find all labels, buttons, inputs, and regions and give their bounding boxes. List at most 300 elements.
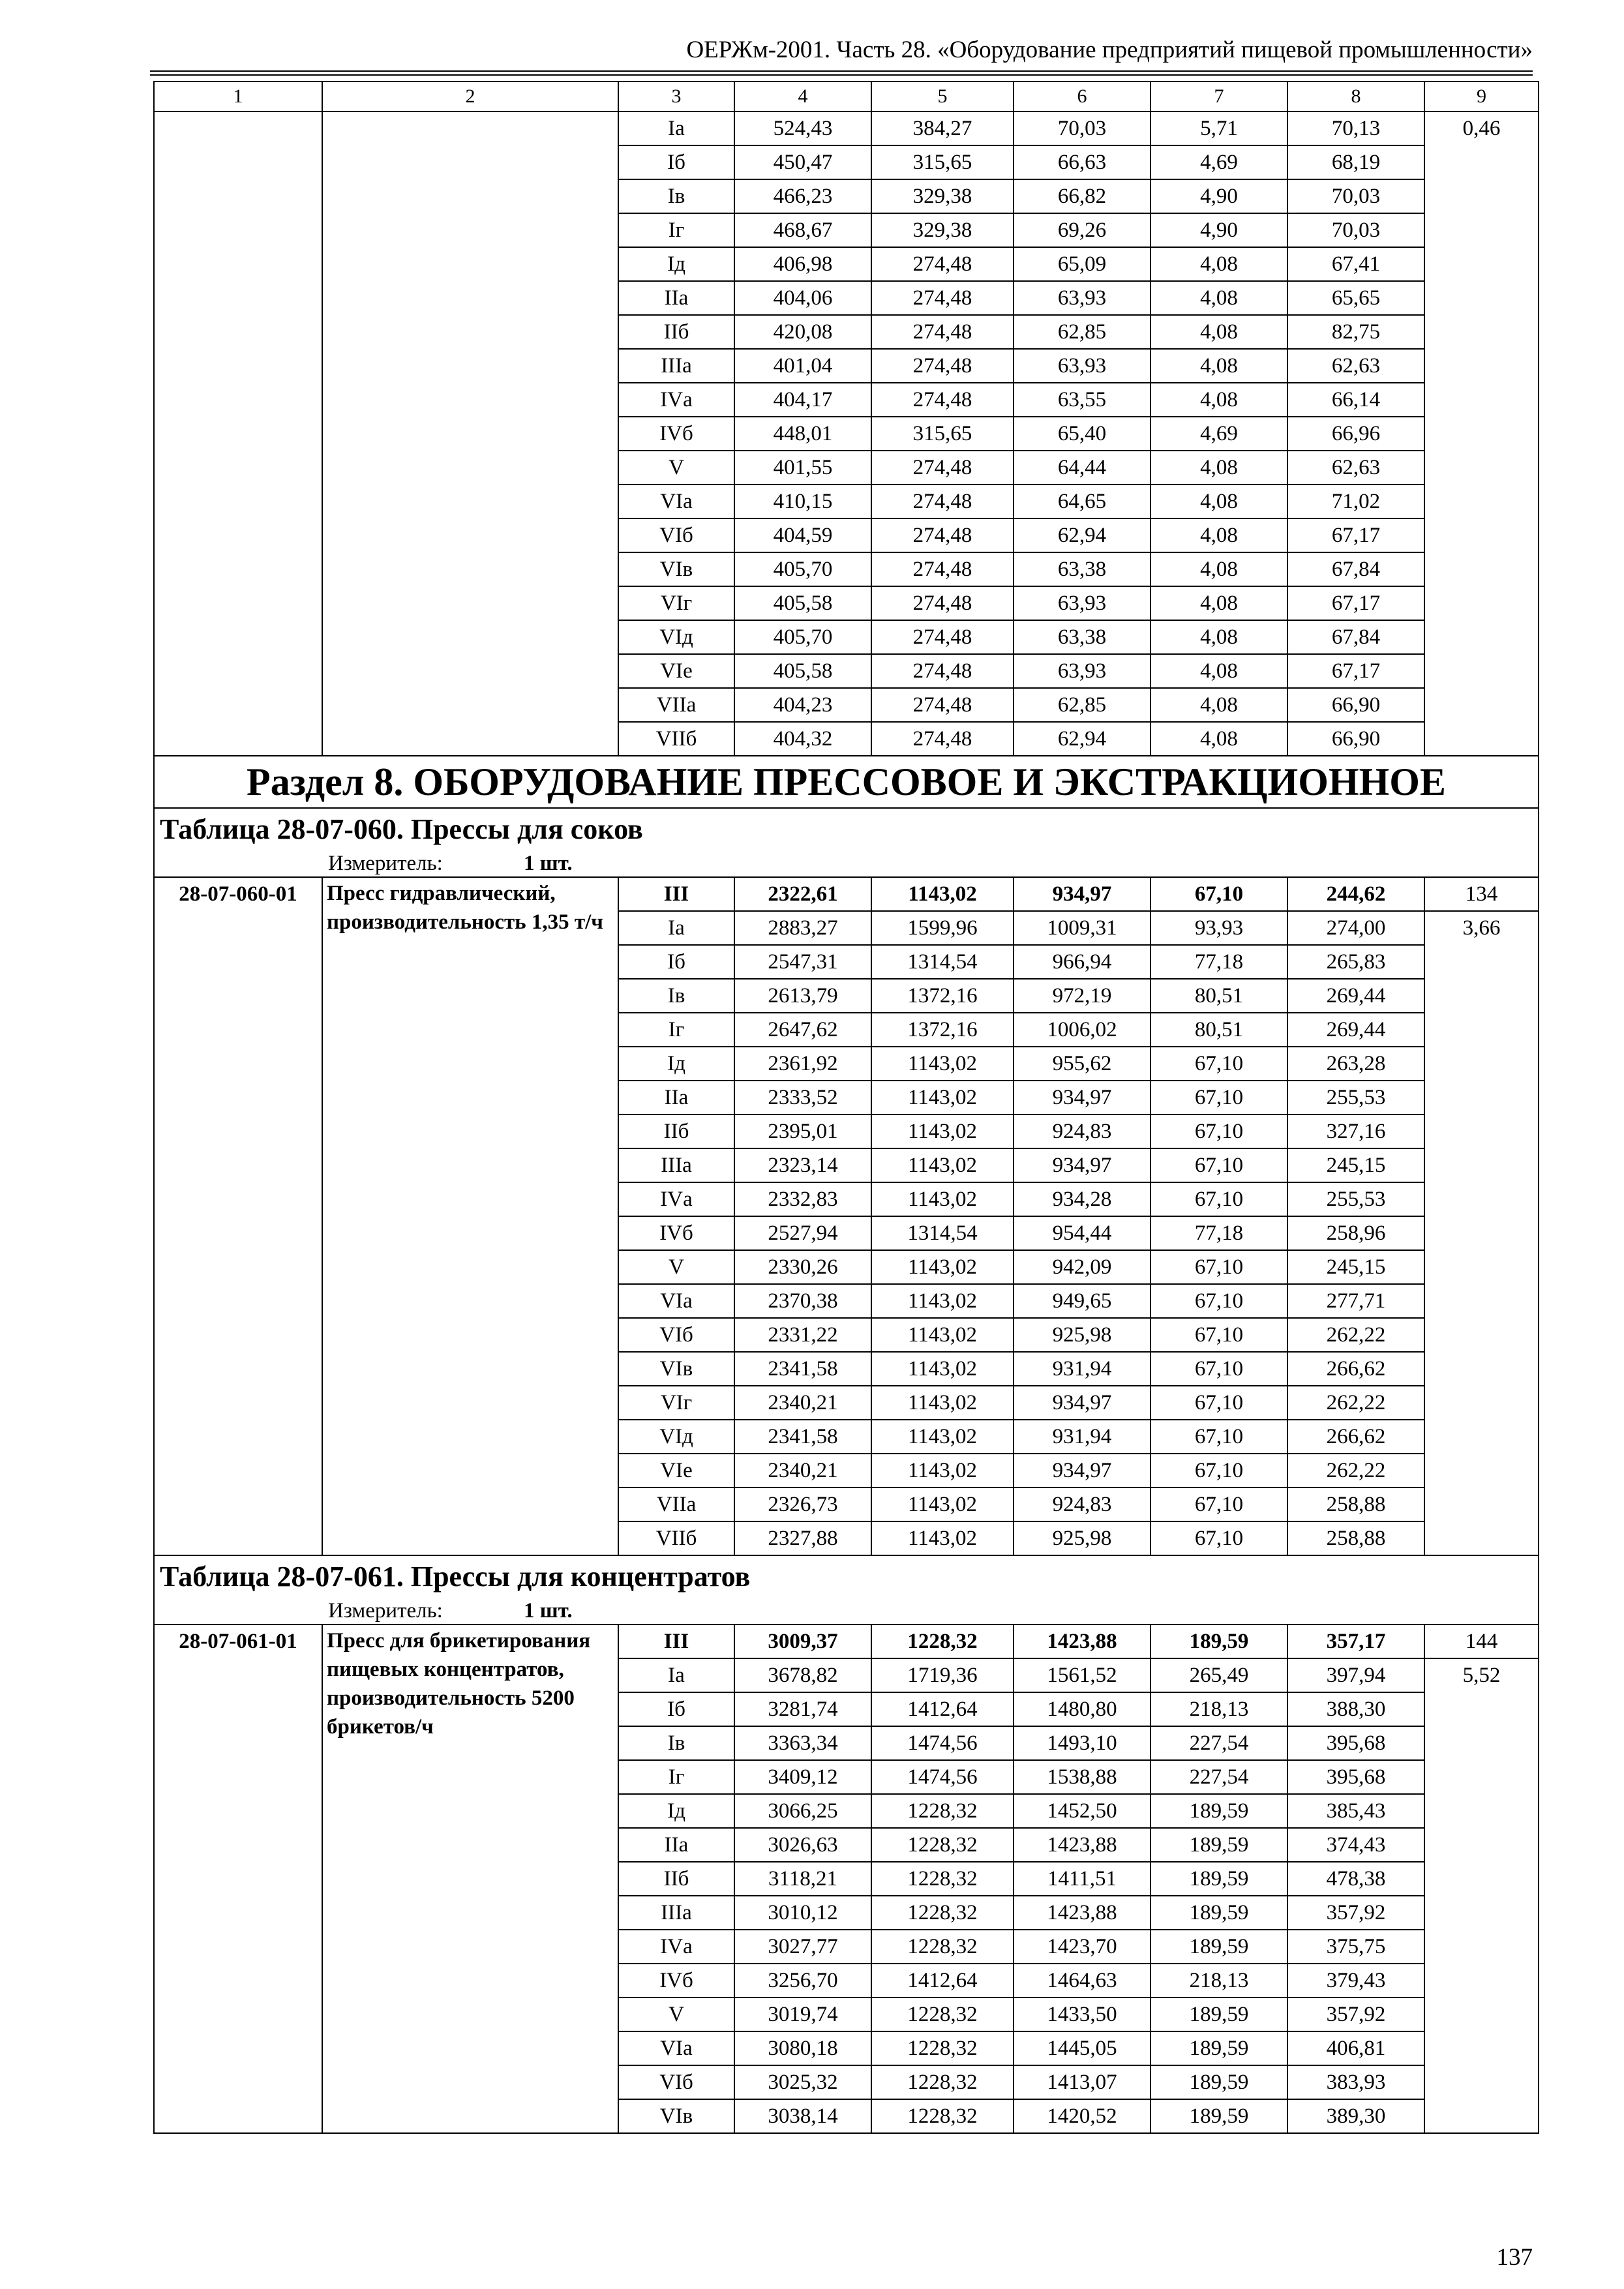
value-cell: 189,59 (1150, 2099, 1287, 2133)
value-cell: 1143,02 (871, 1420, 1014, 1454)
zone-cell: IVа (618, 383, 734, 417)
value-cell: 405,70 (734, 552, 871, 586)
value-cell: 3281,74 (734, 1692, 871, 1726)
zone-cell: V (618, 1997, 734, 2031)
value-cell: 67,84 (1287, 552, 1424, 586)
value-cell: 2333,52 (734, 1081, 871, 1115)
value-cell: 410,15 (734, 485, 871, 518)
value-cell: 524,43 (734, 112, 871, 145)
value-cell: 2341,58 (734, 1420, 871, 1454)
value-cell: 1143,02 (871, 1521, 1014, 1555)
value-cell: 67,10 (1150, 1420, 1287, 1454)
value-cell: 227,54 (1150, 1760, 1287, 1794)
value-cell: 1143,02 (871, 1047, 1014, 1081)
value-cell: 274,48 (871, 451, 1014, 485)
value-cell: 1411,51 (1014, 1862, 1150, 1896)
value-cell: 1228,32 (871, 1624, 1014, 1658)
value-cell: 966,94 (1014, 945, 1150, 979)
value-cell: 67,84 (1287, 620, 1424, 654)
value-cell: 70,03 (1014, 112, 1150, 145)
value-cell: 265,83 (1287, 945, 1424, 979)
value-cell: 357,17 (1287, 1624, 1424, 1658)
value-cell: 401,04 (734, 349, 871, 383)
zone-cell: Iд (618, 1794, 734, 1828)
zone-cell: Iв (618, 1726, 734, 1760)
value-cell: 1228,32 (871, 1862, 1014, 1896)
value-cell: 388,30 (1287, 1692, 1424, 1726)
value-cell: 934,97 (1014, 1454, 1150, 1488)
value-cell: 67,10 (1150, 1081, 1287, 1115)
zone-cell: Iг (618, 1760, 734, 1794)
table-title: Таблица 28-07-060. Прессы для соков (154, 808, 1539, 850)
name-cell: Пресс гидравлический, производительность 1,35 т/ч (322, 877, 618, 1555)
value-cell: 2361,92 (734, 1047, 871, 1081)
value-cell: 1228,32 (871, 2031, 1014, 2065)
table-title: Таблица 28-07-061. Прессы для концентратов (154, 1555, 1539, 1598)
value-cell: 189,59 (1150, 1828, 1287, 1862)
value-cell: 405,58 (734, 654, 871, 688)
value-cell: 189,59 (1150, 1930, 1287, 1964)
value-cell: 1006,02 (1014, 1013, 1150, 1047)
code-cell: 28-07-060-01 (154, 877, 322, 1555)
value-cell: 67,17 (1287, 586, 1424, 620)
value-cell: 1423,88 (1014, 1828, 1150, 1862)
value-cell: 4,69 (1150, 417, 1287, 451)
value-cell: 62,85 (1014, 315, 1150, 349)
code-cell: 28-07-061-01 (154, 1624, 322, 2133)
value-cell: 2322,61 (734, 877, 871, 911)
value-cell: 67,10 (1150, 1386, 1287, 1420)
value-cell: 2395,01 (734, 1115, 871, 1148)
value-cell: 934,97 (1014, 877, 1150, 911)
value-cell: 189,59 (1150, 1624, 1287, 1658)
value-cell: 68,19 (1287, 145, 1424, 179)
col9-cell: 0,46 (1424, 112, 1539, 756)
value-cell: 1423,88 (1014, 1624, 1150, 1658)
value-cell: 227,54 (1150, 1726, 1287, 1760)
zone-cell: VIIб (618, 722, 734, 756)
value-cell: 3066,25 (734, 1794, 871, 1828)
value-cell: 942,09 (1014, 1250, 1150, 1284)
value-cell: 1420,52 (1014, 2099, 1150, 2133)
zone-cell: Iб (618, 1692, 734, 1726)
value-cell: 262,22 (1287, 1454, 1424, 1488)
value-cell: 468,67 (734, 213, 871, 247)
column-header: 7 (1150, 82, 1287, 112)
value-cell: 3256,70 (734, 1964, 871, 1997)
value-cell: 4,08 (1150, 485, 1287, 518)
zone-cell: VIе (618, 654, 734, 688)
value-cell: 924,83 (1014, 1488, 1150, 1521)
value-cell: 274,48 (871, 722, 1014, 756)
value-cell: 189,59 (1150, 1794, 1287, 1828)
value-cell: 2331,22 (734, 1318, 871, 1352)
column-header: 8 (1287, 82, 1424, 112)
value-cell: 2547,31 (734, 945, 871, 979)
zone-cell: IIIа (618, 349, 734, 383)
value-cell: 65,65 (1287, 281, 1424, 315)
value-cell: 1474,56 (871, 1760, 1014, 1794)
zone-cell: Iб (618, 945, 734, 979)
value-cell: 67,41 (1287, 247, 1424, 281)
value-cell: 66,96 (1287, 417, 1424, 451)
value-cell: 2323,14 (734, 1148, 871, 1182)
value-cell: 4,08 (1150, 451, 1287, 485)
value-cell: 67,10 (1150, 1115, 1287, 1148)
table-row (154, 877, 1539, 911)
value-cell: 63,93 (1014, 281, 1150, 315)
value-cell: 269,44 (1287, 979, 1424, 1013)
value-cell: 266,62 (1287, 1352, 1424, 1386)
value-cell: 3409,12 (734, 1760, 871, 1794)
value-cell: 1433,50 (1014, 1997, 1150, 2031)
value-cell: 934,28 (1014, 1182, 1150, 1216)
zone-cell: VIг (618, 1386, 734, 1420)
value-cell: 65,09 (1014, 247, 1150, 281)
table-row (154, 112, 1539, 145)
value-cell: 274,48 (871, 620, 1014, 654)
value-cell: 4,08 (1150, 281, 1287, 315)
value-cell: 274,00 (1287, 911, 1424, 945)
measure-row (154, 1598, 1539, 1624)
value-cell: 80,51 (1150, 1013, 1287, 1047)
zone-cell: VIа (618, 485, 734, 518)
zone-cell: III (618, 1624, 734, 1658)
value-cell: 934,97 (1014, 1386, 1150, 1420)
value-cell: 67,10 (1150, 1488, 1287, 1521)
value-cell: 972,19 (1014, 979, 1150, 1013)
value-cell: 3363,34 (734, 1726, 871, 1760)
value-cell: 262,22 (1287, 1318, 1424, 1352)
value-cell: 66,82 (1014, 179, 1150, 213)
value-cell: 1143,02 (871, 1284, 1014, 1318)
value-cell: 1143,02 (871, 1454, 1014, 1488)
value-cell: 70,03 (1287, 179, 1424, 213)
value-cell: 1228,32 (871, 1794, 1014, 1828)
value-cell: 1464,63 (1014, 1964, 1150, 1997)
table-title-row (154, 1555, 1539, 1598)
value-cell: 1228,32 (871, 1930, 1014, 1964)
value-cell: 1445,05 (1014, 2031, 1150, 2065)
value-cell: 67,17 (1287, 654, 1424, 688)
zone-cell: VIд (618, 1420, 734, 1454)
value-cell: 70,03 (1287, 213, 1424, 247)
value-cell: 274,48 (871, 518, 1014, 552)
value-cell: 255,53 (1287, 1081, 1424, 1115)
value-cell: 4,08 (1150, 620, 1287, 654)
value-cell: 189,59 (1150, 1997, 1287, 2031)
value-cell: 218,13 (1150, 1964, 1287, 1997)
value-cell: 66,63 (1014, 145, 1150, 179)
value-cell: 450,47 (734, 145, 871, 179)
value-cell: 62,63 (1287, 349, 1424, 383)
value-cell: 1413,07 (1014, 2065, 1150, 2099)
value-cell: 258,88 (1287, 1521, 1424, 1555)
value-cell: 1143,02 (871, 1148, 1014, 1182)
zone-cell: IIб (618, 1862, 734, 1896)
value-cell: 67,10 (1150, 1250, 1287, 1284)
value-cell: 67,10 (1150, 1454, 1287, 1488)
measure-label: Измеритель: (328, 1599, 443, 1623)
value-cell: 66,90 (1287, 722, 1424, 756)
value-cell: 389,30 (1287, 2099, 1424, 2133)
table-row (154, 1624, 1539, 1658)
value-cell: 3038,14 (734, 2099, 871, 2133)
value-cell: 67,10 (1150, 1047, 1287, 1081)
value-cell: 274,48 (871, 349, 1014, 383)
value-cell: 255,53 (1287, 1182, 1424, 1216)
value-cell: 1452,50 (1014, 1794, 1150, 1828)
col9-cell: 5,52 (1424, 1658, 1539, 2133)
value-cell: 1143,02 (871, 1081, 1014, 1115)
value-cell: 67,10 (1150, 1148, 1287, 1182)
value-cell: 3080,18 (734, 2031, 871, 2065)
value-cell: 67,10 (1150, 1318, 1287, 1352)
value-cell: 274,48 (871, 315, 1014, 349)
value-cell: 2883,27 (734, 911, 871, 945)
zone-cell: VIд (618, 620, 734, 654)
value-cell: 64,44 (1014, 451, 1150, 485)
value-cell: 397,94 (1287, 1658, 1424, 1692)
zone-cell: Iг (618, 1013, 734, 1047)
price-table (153, 81, 1539, 2134)
zone-cell: Iг (618, 213, 734, 247)
value-cell: 245,15 (1287, 1250, 1424, 1284)
header-rule (150, 70, 1533, 76)
zone-cell: VIб (618, 2065, 734, 2099)
zone-cell: IIIа (618, 1148, 734, 1182)
value-cell: 478,38 (1287, 1862, 1424, 1896)
value-cell: 405,58 (734, 586, 871, 620)
column-header: 2 (322, 82, 618, 112)
value-cell: 404,59 (734, 518, 871, 552)
zone-cell: Iб (618, 145, 734, 179)
zone-cell: IVб (618, 417, 734, 451)
value-cell: 924,83 (1014, 1115, 1150, 1148)
value-cell: 1423,70 (1014, 1930, 1150, 1964)
value-cell: 3118,21 (734, 1862, 871, 1896)
column-header: 9 (1424, 82, 1539, 112)
value-cell: 66,90 (1287, 688, 1424, 722)
measure-label: Измеритель: (328, 852, 443, 875)
value-cell: 931,94 (1014, 1352, 1150, 1386)
value-cell: 955,62 (1014, 1047, 1150, 1081)
value-cell: 3010,12 (734, 1896, 871, 1930)
value-cell: 269,44 (1287, 1013, 1424, 1047)
zone-cell: IIIа (618, 1896, 734, 1930)
value-cell: 404,23 (734, 688, 871, 722)
value-cell: 258,88 (1287, 1488, 1424, 1521)
measure-row (154, 850, 1539, 877)
zone-cell: VIа (618, 2031, 734, 2065)
value-cell: 1599,96 (871, 911, 1014, 945)
value-cell: 406,81 (1287, 2031, 1424, 2065)
zone-cell: IIа (618, 281, 734, 315)
zone-cell: V (618, 451, 734, 485)
value-cell: 263,28 (1287, 1047, 1424, 1081)
value-cell: 82,75 (1287, 315, 1424, 349)
value-cell: 274,48 (871, 281, 1014, 315)
value-cell: 466,23 (734, 179, 871, 213)
name-cell (322, 112, 618, 756)
value-cell: 67,10 (1150, 877, 1287, 911)
zone-cell: IIа (618, 1081, 734, 1115)
zone-cell: Iд (618, 247, 734, 281)
value-cell: 66,14 (1287, 383, 1424, 417)
value-cell: 315,65 (871, 145, 1014, 179)
value-cell: 4,90 (1150, 179, 1287, 213)
value-cell: 63,93 (1014, 586, 1150, 620)
value-cell: 404,17 (734, 383, 871, 417)
value-cell: 4,08 (1150, 247, 1287, 281)
column-header-row (154, 82, 1539, 112)
value-cell: 62,94 (1014, 518, 1150, 552)
value-cell: 1561,52 (1014, 1658, 1150, 1692)
value-cell: 274,48 (871, 247, 1014, 281)
value-cell: 384,27 (871, 112, 1014, 145)
column-header: 4 (734, 82, 871, 112)
value-cell: 4,08 (1150, 552, 1287, 586)
zone-cell: IVб (618, 1964, 734, 1997)
column-header: 1 (154, 82, 322, 112)
value-cell: 327,16 (1287, 1115, 1424, 1148)
value-cell: 448,01 (734, 417, 871, 451)
value-cell: 1493,10 (1014, 1726, 1150, 1760)
value-cell: 4,08 (1150, 688, 1287, 722)
value-cell: 931,94 (1014, 1420, 1150, 1454)
value-cell: 1314,54 (871, 945, 1014, 979)
value-cell: 1372,16 (871, 979, 1014, 1013)
value-cell: 3009,37 (734, 1624, 871, 1658)
value-cell: 2327,88 (734, 1521, 871, 1555)
value-cell: 925,98 (1014, 1318, 1150, 1352)
value-cell: 1228,32 (871, 1828, 1014, 1862)
measure-value: 1 шт. (524, 852, 573, 875)
value-cell: 357,92 (1287, 1997, 1424, 2031)
value-cell: 383,93 (1287, 2065, 1424, 2099)
value-cell: 62,94 (1014, 722, 1150, 756)
value-cell: 1228,32 (871, 2099, 1014, 2133)
value-cell: 1143,02 (871, 1182, 1014, 1216)
table-title-row (154, 808, 1539, 850)
column-header: 5 (871, 82, 1014, 112)
value-cell: 4,08 (1150, 315, 1287, 349)
measure-line (154, 850, 1539, 877)
value-cell: 189,59 (1150, 1896, 1287, 1930)
value-cell: 67,10 (1150, 1182, 1287, 1216)
value-cell: 4,08 (1150, 383, 1287, 417)
zone-cell: VIIб (618, 1521, 734, 1555)
value-cell: 265,49 (1150, 1658, 1287, 1692)
value-cell: 3019,74 (734, 1997, 871, 2031)
value-cell: 2527,94 (734, 1216, 871, 1250)
value-cell: 2340,21 (734, 1454, 871, 1488)
code-cell (154, 112, 322, 756)
value-cell: 1143,02 (871, 1352, 1014, 1386)
measure-line (154, 1598, 1539, 1624)
zone-cell: VIIа (618, 1488, 734, 1521)
zone-cell: IVб (618, 1216, 734, 1250)
value-cell: 277,71 (1287, 1284, 1424, 1318)
value-cell: 374,43 (1287, 1828, 1424, 1862)
value-cell: 1143,02 (871, 1250, 1014, 1284)
zone-cell: VIв (618, 1352, 734, 1386)
value-cell: 244,62 (1287, 877, 1424, 911)
value-cell: 274,48 (871, 552, 1014, 586)
value-cell: 1474,56 (871, 1726, 1014, 1760)
value-cell: 1412,64 (871, 1692, 1014, 1726)
value-cell: 69,26 (1014, 213, 1150, 247)
value-cell: 406,98 (734, 247, 871, 281)
value-cell: 189,59 (1150, 1862, 1287, 1896)
running-header: ОЕРЖм-2001. Часть 28. «Оборудование предприятий пищевой промышленности» (686, 37, 1533, 63)
value-cell: 63,93 (1014, 654, 1150, 688)
col9-cell: 134 (1424, 877, 1539, 911)
value-cell: 245,15 (1287, 1148, 1424, 1182)
value-cell: 420,08 (734, 315, 871, 349)
value-cell: 1143,02 (871, 1386, 1014, 1420)
value-cell: 3678,82 (734, 1658, 871, 1692)
value-cell: 2370,38 (734, 1284, 871, 1318)
value-cell: 189,59 (1150, 2065, 1287, 2099)
value-cell: 1480,80 (1014, 1692, 1150, 1726)
value-cell: 2341,58 (734, 1352, 871, 1386)
value-cell: 357,92 (1287, 1896, 1424, 1930)
value-cell: 218,13 (1150, 1692, 1287, 1726)
value-cell: 934,97 (1014, 1081, 1150, 1115)
value-cell: 379,43 (1287, 1964, 1424, 1997)
value-cell: 315,65 (871, 417, 1014, 451)
value-cell: 2330,26 (734, 1250, 871, 1284)
value-cell: 4,08 (1150, 586, 1287, 620)
value-cell: 3027,77 (734, 1930, 871, 1964)
value-cell: 1412,64 (871, 1964, 1014, 1997)
value-cell: 80,51 (1150, 979, 1287, 1013)
value-cell: 274,48 (871, 485, 1014, 518)
zone-cell: VIIа (618, 688, 734, 722)
zone-cell: III (618, 877, 734, 911)
value-cell: 3025,32 (734, 2065, 871, 2099)
value-cell: 385,43 (1287, 1794, 1424, 1828)
value-cell: 67,10 (1150, 1521, 1287, 1555)
value-cell: 404,32 (734, 722, 871, 756)
value-cell: 1228,32 (871, 1896, 1014, 1930)
value-cell: 71,02 (1287, 485, 1424, 518)
section-title: Раздел 8. ОБОРУДОВАНИЕ ПРЕССОВОЕ И ЭКСТРАКЦИОННОЕ (154, 756, 1539, 808)
value-cell: 1538,88 (1014, 1760, 1150, 1794)
value-cell: 2340,21 (734, 1386, 871, 1420)
value-cell: 949,65 (1014, 1284, 1150, 1318)
value-cell: 404,06 (734, 281, 871, 315)
value-cell: 67,17 (1287, 518, 1424, 552)
zone-cell: Iв (618, 179, 734, 213)
value-cell: 77,18 (1150, 1216, 1287, 1250)
zone-cell: Iа (618, 1658, 734, 1692)
value-cell: 375,75 (1287, 1930, 1424, 1964)
value-cell: 67,10 (1150, 1284, 1287, 1318)
value-cell: 62,85 (1014, 688, 1150, 722)
value-cell: 5,71 (1150, 112, 1287, 145)
zone-cell: VIг (618, 586, 734, 620)
zone-cell: Iв (618, 979, 734, 1013)
zone-cell: VIв (618, 552, 734, 586)
value-cell: 4,08 (1150, 349, 1287, 383)
value-cell: 63,93 (1014, 349, 1150, 383)
value-cell: 93,93 (1150, 911, 1287, 945)
value-cell: 4,08 (1150, 654, 1287, 688)
value-cell: 4,69 (1150, 145, 1287, 179)
value-cell: 189,59 (1150, 2031, 1287, 2065)
